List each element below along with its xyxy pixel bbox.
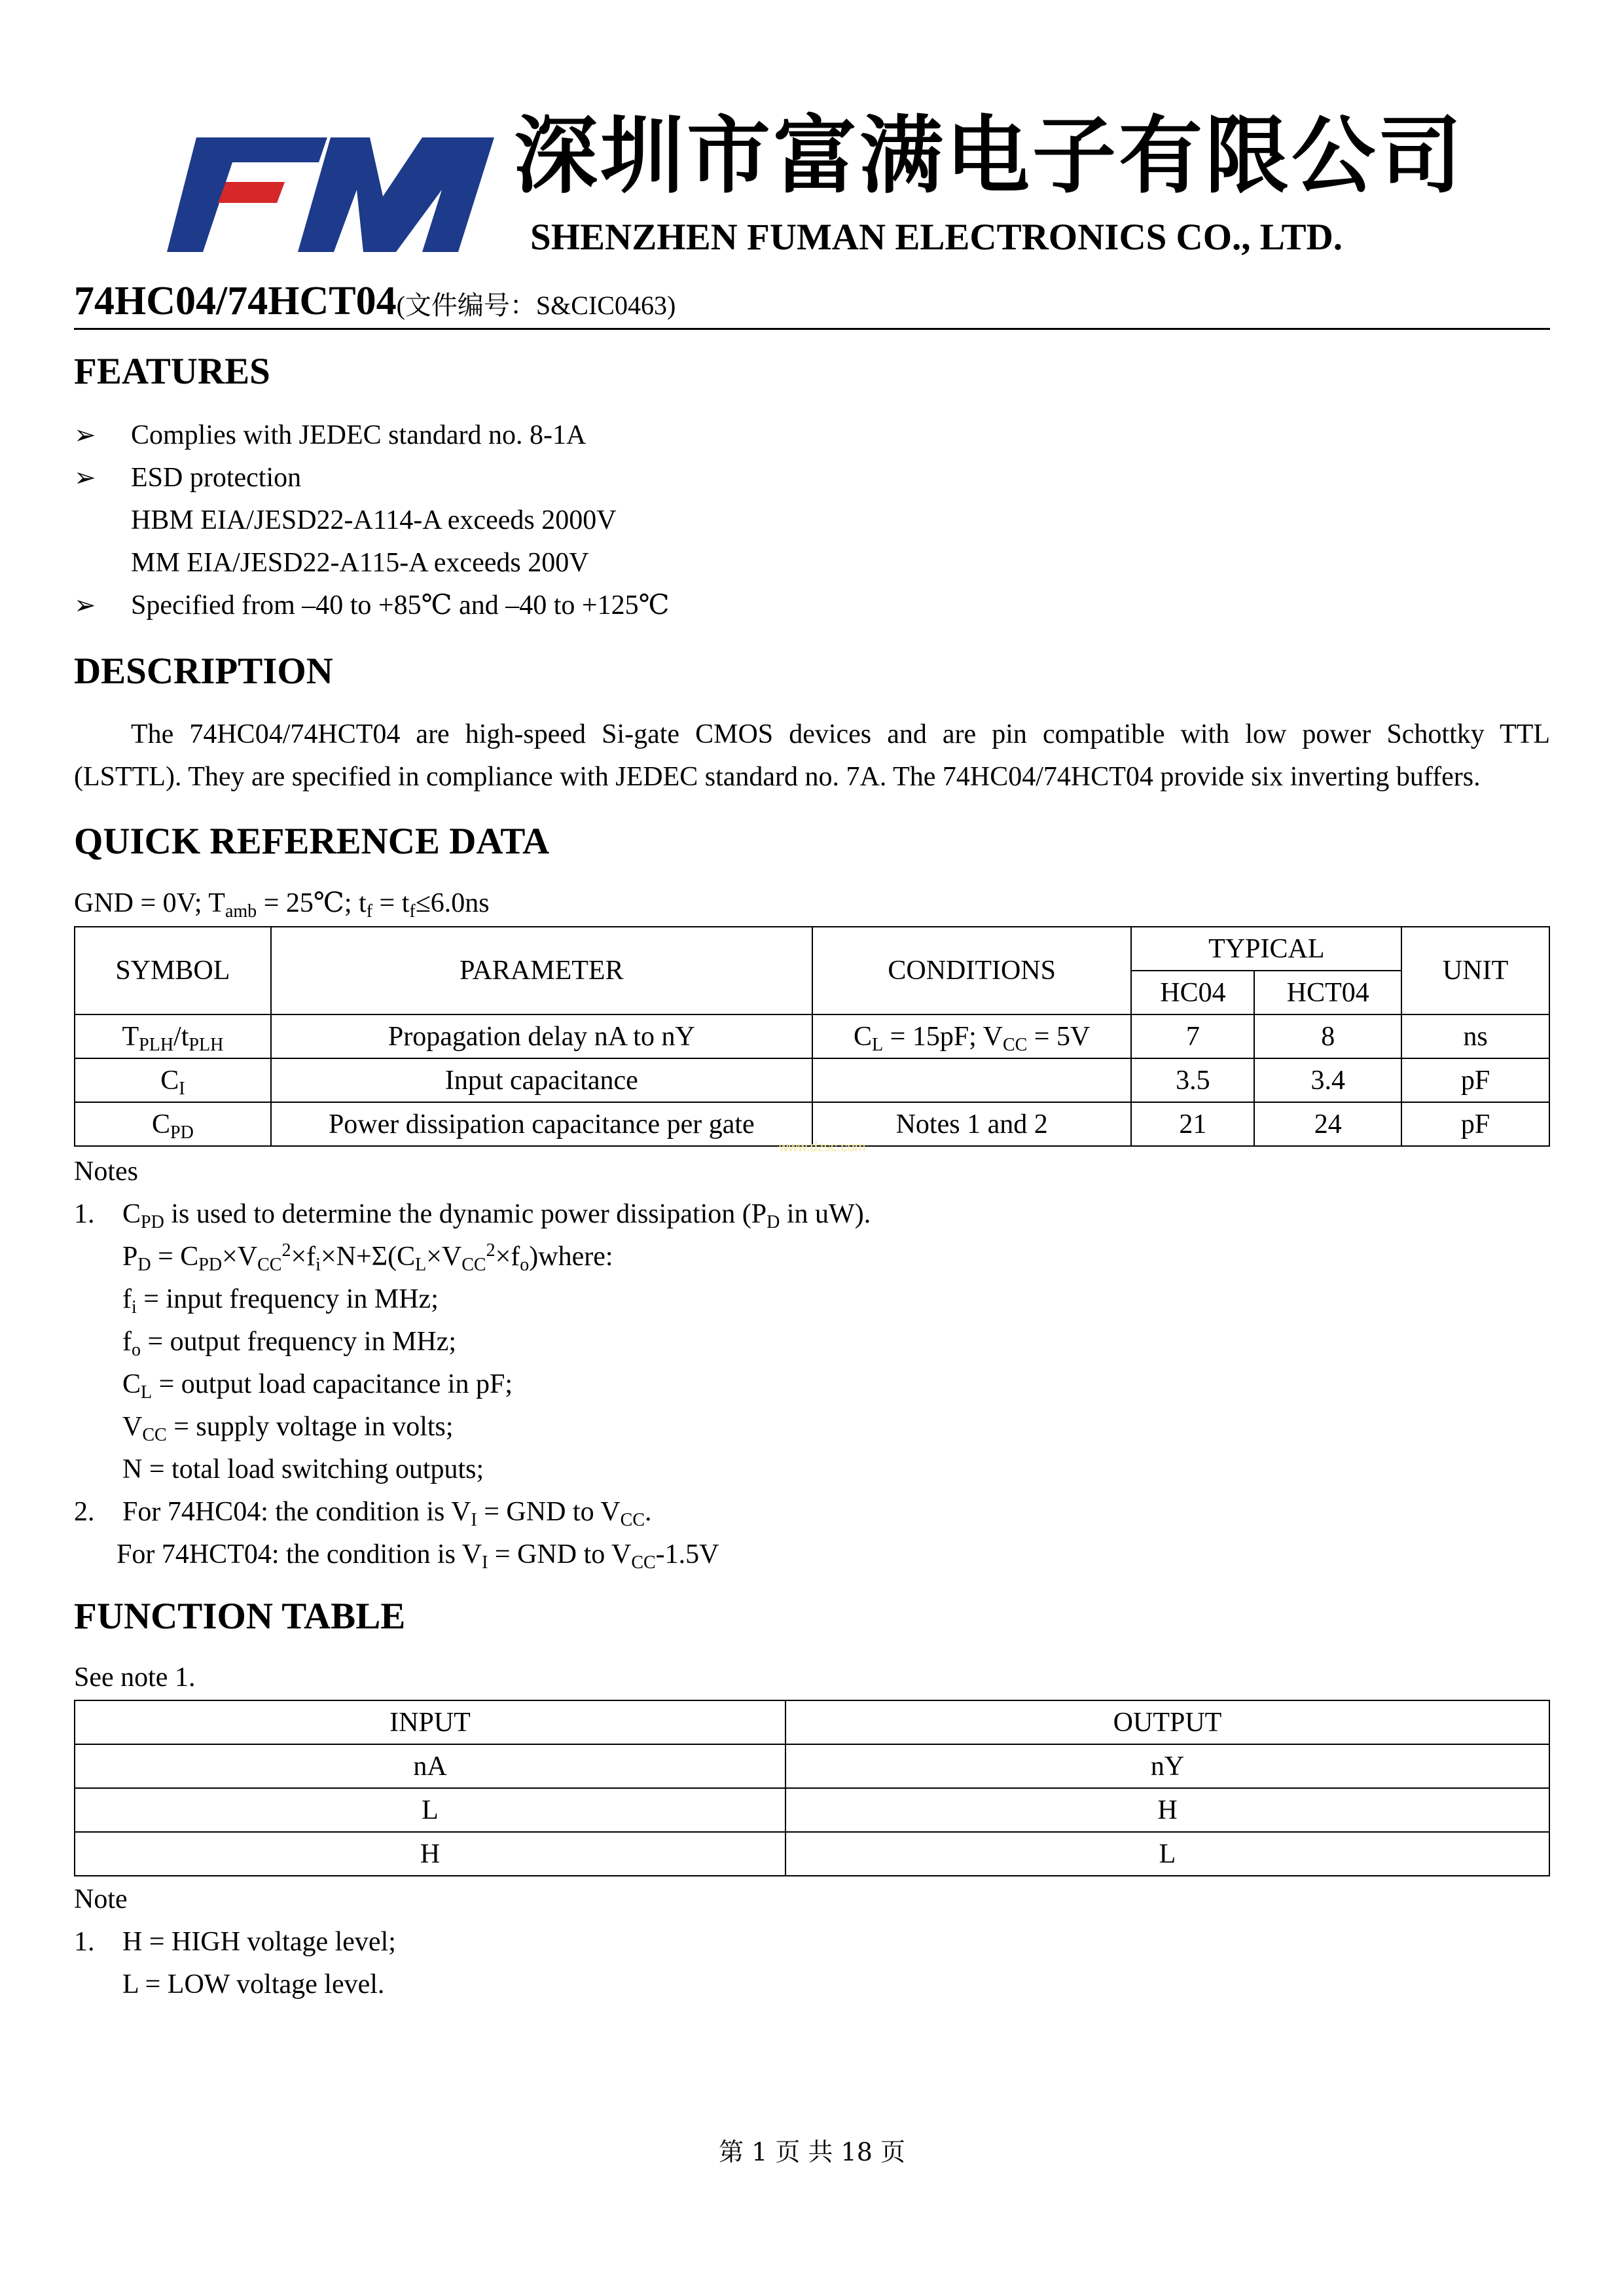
symbol-cell: $C_{PD}$: [75, 1102, 271, 1146]
function-note-line-1: H = HIGH voltage level;: [122, 1927, 396, 1957]
parameter-cell: Propagation delay nA to nY: [271, 1014, 812, 1058]
input-cell: L: [75, 1788, 785, 1832]
input-cell: H: [75, 1832, 785, 1876]
table-row: [75, 1102, 1549, 1146]
conditions-cell: Notes 1 and 2: [812, 1102, 1132, 1146]
col-header-input: INPUT: [75, 1700, 785, 1744]
feature-item: Complies with JEDEC standard no. 8-1A: [131, 420, 586, 450]
conditions-cell: $C_L = 15pF$; $V_{CC} = 5V$: [812, 1014, 1132, 1058]
col-header-hct04: HCT04: [1254, 971, 1401, 1014]
notes-title: Notes: [74, 1157, 138, 1187]
bullet-icon: ➢: [74, 420, 96, 450]
output-cell: L: [785, 1832, 1549, 1876]
table-row: [75, 1058, 1549, 1102]
col-header-hc04: HC04: [1131, 971, 1254, 1014]
bullet-icon: ➢: [74, 463, 96, 493]
formula-definition: $C_L$ = output load capacitance in pF;: [122, 1369, 513, 1403]
hct04-cell: 24: [1254, 1102, 1401, 1146]
unit-cell: pF: [1401, 1058, 1549, 1102]
note-1-text: $C_{PD}$ is used to determine the dynamic power dissipation ($P_D$ in uW).: [122, 1199, 871, 1232]
formula-definition: $f_i$ = input frequency in MHz;: [122, 1284, 439, 1318]
description-line-1: The 74HC04/74HCT04 are high-speed Si-gate CMOS devices and are pin compatible with low power Schottky TTL: [131, 719, 1550, 749]
page-footer: 第 1 页 共 18 页: [719, 2138, 905, 2166]
parameter-cell: Input capacitance: [271, 1058, 812, 1102]
input-cell: nA: [75, 1744, 785, 1788]
table-row: [75, 1788, 1549, 1832]
unit-cell: ns: [1401, 1014, 1549, 1058]
conditions-cell: [812, 1058, 1132, 1102]
formula-definition: $f_o$ = output frequency in MHz;: [122, 1327, 457, 1360]
col-header-conditions: CONDITIONS: [812, 927, 1132, 1014]
table-row: [75, 1832, 1549, 1876]
feature-item: HBM EIA/JESD22-A114-A exceeds 2000V: [131, 505, 617, 535]
part-number: 74HC04/74HCT04: [74, 279, 397, 323]
see-note: See note 1.: [74, 1662, 196, 1693]
description-heading: DESCRIPTION: [74, 651, 333, 692]
col-header-output: OUTPUT: [785, 1700, 1549, 1744]
fm-logo: [167, 137, 494, 252]
watermark: www.dzsc.com: [779, 1140, 866, 1155]
qrd-conditions: GND = 0V; $T_{amb}$ = 25℃; $t_f = t_f\le 6.0ns$: [74, 888, 490, 922]
formula-definition: $V_{CC}$ = supply voltage in volts;: [122, 1412, 454, 1445]
function-table: [74, 1700, 1550, 1876]
logo-red-bar: [218, 182, 285, 203]
col-header-typical: TYPICAL: [1131, 927, 1401, 971]
hct04-cell: 3.4: [1254, 1058, 1401, 1102]
logo-m-shape: [298, 137, 494, 252]
table-row: [75, 1014, 1549, 1058]
doc-number: (文件编号：S&CIC0463): [396, 291, 676, 320]
hc04-cell: 7: [1131, 1014, 1254, 1058]
description-line-2: (LSTTL). They are specified in compliance with JEDEC standard no. 7A. The 74HC04/74HCT04 provide six inverting buffers.: [74, 762, 1481, 792]
col-header-unit: UNIT: [1401, 927, 1549, 1014]
note-2-line-2: For 74HCT04: the condition is $V_I$ = GND to $V_{CC}-1.5V$: [117, 1539, 719, 1573]
hct04-cell: 8: [1254, 1014, 1401, 1058]
quick-reference-table: [74, 926, 1550, 1147]
formula-definition: N = total load switching outputs;: [122, 1454, 484, 1484]
output-cell: H: [785, 1788, 1549, 1832]
company-name-cn: 深圳市富满电子有限公司: [514, 107, 1465, 205]
function-note-title: Note: [74, 1884, 128, 1914]
symbol-cell: $T_{PLH}/t_{PLH}$: [75, 1014, 271, 1058]
symbol-cell: $C_I$: [75, 1058, 271, 1102]
note-2-line-1: For 74HC04: the condition is $V_I$ = GND to $V_{CC}$.: [122, 1497, 652, 1530]
parameter-cell: Power dissipation capacitance per gate: [271, 1102, 812, 1146]
features-heading: FEATURES: [74, 351, 270, 392]
note-number: 1.: [74, 1199, 95, 1229]
company-name-en: SHENZHEN FUMAN ELECTRONICS CO., LTD.: [530, 217, 1343, 258]
header-rule: [74, 328, 1550, 330]
function-table-heading: FUNCTION TABLE: [74, 1596, 406, 1637]
bullet-icon: ➢: [74, 590, 96, 620]
doc-title: [74, 278, 676, 325]
note-number: 2.: [74, 1497, 95, 1527]
unit-cell: pF: [1401, 1102, 1549, 1146]
qrd-heading: QUICK REFERENCE DATA: [74, 821, 550, 862]
table-row: [75, 1744, 1549, 1788]
function-note-line-2: L = LOW voltage level.: [122, 1969, 385, 2000]
hc04-cell: 3.5: [1131, 1058, 1254, 1102]
power-formula: $P_D$ = $C_{PD}\times V_{CC}^2\times f_i\times N+\Sigma(C_L\times V_{CC}^2\times f_o)where$:: [122, 1240, 613, 1275]
col-header-parameter: PARAMETER: [271, 927, 812, 1014]
hc04-cell: 21: [1131, 1102, 1254, 1146]
feature-item: MM EIA/JESD22-A115-A exceeds 200V: [131, 548, 589, 578]
output-cell: nY: [785, 1744, 1549, 1788]
feature-item: Specified from –40 to +85℃ and –40 to +125℃: [131, 590, 670, 620]
note-number: 1.: [74, 1927, 95, 1957]
feature-item: ESD protection: [131, 463, 302, 493]
col-header-symbol: SYMBOL: [75, 927, 271, 1014]
